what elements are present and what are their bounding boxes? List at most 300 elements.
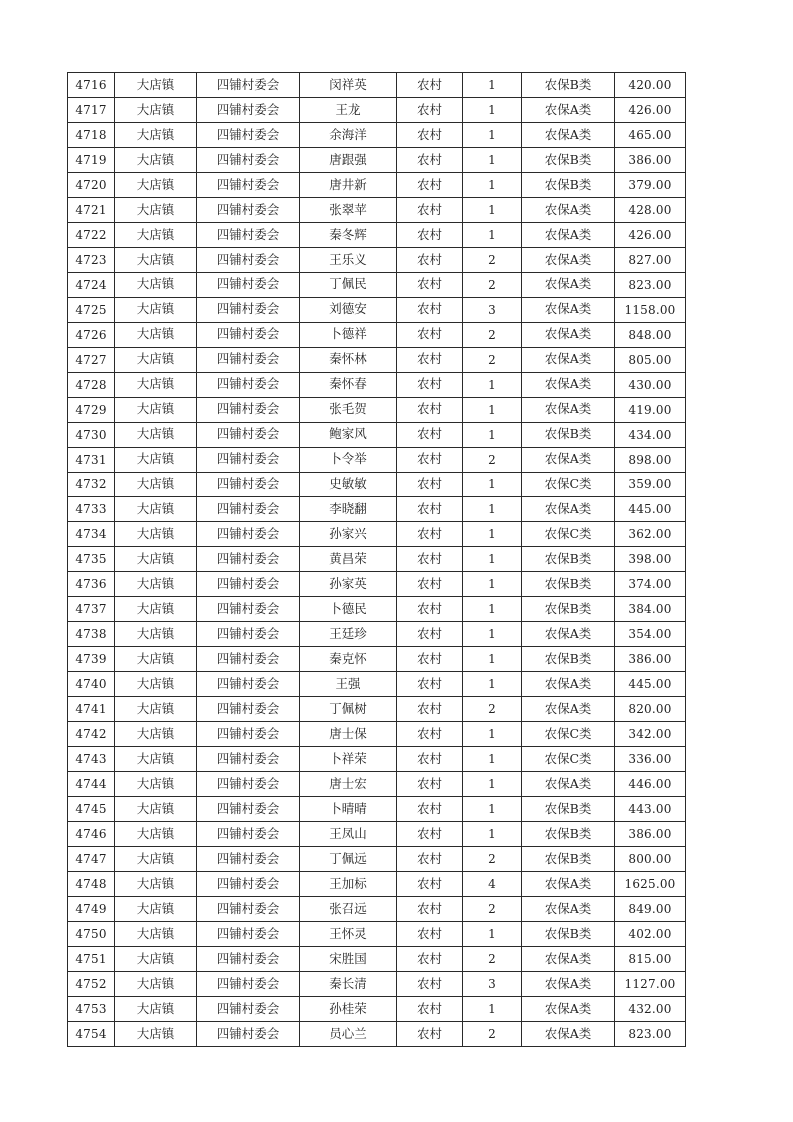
cell-category: 农保A类 [522,122,615,147]
cell-category: 农保A类 [522,622,615,647]
cell-town: 大店镇 [115,122,197,147]
cell-name: 鲍家风 [300,422,397,447]
cell-category: 农保A类 [522,996,615,1021]
cell-village: 四铺村委会 [197,272,300,297]
table-row [68,996,686,1021]
cell-name: 王怀灵 [300,921,397,946]
cell-serial: 4721 [68,197,115,222]
table-row [68,97,686,122]
cell-serial: 4739 [68,647,115,672]
cell-town: 大店镇 [115,272,197,297]
cell-village: 四铺村委会 [197,797,300,822]
cell-village: 四铺村委会 [197,247,300,272]
cell-town: 大店镇 [115,547,197,572]
cell-serial: 4754 [68,1021,115,1046]
cell-village: 四铺村委会 [197,597,300,622]
cell-town: 大店镇 [115,597,197,622]
cell-area: 农村 [397,946,463,971]
cell-area: 农村 [397,872,463,897]
cell-amount: 359.00 [615,472,686,497]
table-row [68,971,686,996]
cell-name: 王廷珍 [300,622,397,647]
cell-serial: 4736 [68,572,115,597]
cell-area: 农村 [397,597,463,622]
cell-category: 农保A类 [522,222,615,247]
cell-category: 农保B类 [522,597,615,622]
cell-category: 农保A类 [522,896,615,921]
cell-serial: 4735 [68,547,115,572]
cell-amount: 428.00 [615,197,686,222]
cell-count: 1 [463,422,522,447]
cell-serial: 4726 [68,322,115,347]
cell-name: 卜祥荣 [300,747,397,772]
cell-name: 唐井新 [300,172,397,197]
cell-amount: 446.00 [615,772,686,797]
cell-area: 农村 [397,497,463,522]
cell-amount: 336.00 [615,747,686,772]
table-row [68,472,686,497]
cell-town: 大店镇 [115,197,197,222]
cell-amount: 827.00 [615,247,686,272]
cell-village: 四铺村委会 [197,497,300,522]
cell-amount: 823.00 [615,1021,686,1046]
cell-count: 1 [463,597,522,622]
cell-name: 孙桂荣 [300,996,397,1021]
cell-serial: 4732 [68,472,115,497]
cell-amount: 465.00 [615,122,686,147]
cell-village: 四铺村委会 [197,222,300,247]
cell-area: 农村 [397,772,463,797]
cell-count: 1 [463,397,522,422]
cell-serial: 4747 [68,847,115,872]
cell-category: 农保A类 [522,971,615,996]
cell-count: 4 [463,872,522,897]
cell-area: 农村 [397,322,463,347]
cell-area: 农村 [397,797,463,822]
cell-area: 农村 [397,372,463,397]
cell-serial: 4733 [68,497,115,522]
cell-category: 农保A类 [522,272,615,297]
cell-serial: 4728 [68,372,115,397]
cell-category: 农保B类 [522,822,615,847]
cell-name: 孙家兴 [300,522,397,547]
cell-category: 农保A类 [522,447,615,472]
cell-count: 1 [463,622,522,647]
cell-category: 农保A类 [522,872,615,897]
cell-category: 农保C类 [522,472,615,497]
cell-name: 唐跟强 [300,147,397,172]
cell-town: 大店镇 [115,946,197,971]
cell-count: 3 [463,297,522,322]
cell-town: 大店镇 [115,447,197,472]
cell-town: 大店镇 [115,872,197,897]
cell-amount: 805.00 [615,347,686,372]
cell-count: 1 [463,797,522,822]
cell-count: 1 [463,197,522,222]
cell-amount: 420.00 [615,73,686,98]
cell-category: 农保A类 [522,697,615,722]
cell-name: 唐士宏 [300,772,397,797]
cell-town: 大店镇 [115,222,197,247]
cell-area: 农村 [397,172,463,197]
table-row [68,372,686,397]
table-body [68,73,686,1047]
cell-serial: 4724 [68,272,115,297]
cell-amount: 800.00 [615,847,686,872]
cell-name: 王龙 [300,97,397,122]
cell-amount: 445.00 [615,497,686,522]
cell-category: 农保B类 [522,572,615,597]
cell-name: 员心兰 [300,1021,397,1046]
cell-count: 1 [463,122,522,147]
cell-area: 农村 [397,622,463,647]
cell-town: 大店镇 [115,497,197,522]
cell-name: 丁佩民 [300,272,397,297]
cell-serial: 4753 [68,996,115,1021]
cell-village: 四铺村委会 [197,322,300,347]
cell-village: 四铺村委会 [197,197,300,222]
cell-town: 大店镇 [115,322,197,347]
table-row [68,797,686,822]
cell-amount: 445.00 [615,672,686,697]
cell-town: 大店镇 [115,572,197,597]
cell-amount: 379.00 [615,172,686,197]
cell-serial: 4719 [68,147,115,172]
cell-area: 农村 [397,347,463,372]
cell-area: 农村 [397,672,463,697]
table-row [68,447,686,472]
cell-serial: 4740 [68,672,115,697]
cell-area: 农村 [397,896,463,921]
cell-village: 四铺村委会 [197,372,300,397]
table-row [68,322,686,347]
table-row [68,73,686,98]
cell-town: 大店镇 [115,772,197,797]
cell-count: 2 [463,1021,522,1046]
cell-village: 四铺村委会 [197,697,300,722]
cell-serial: 4741 [68,697,115,722]
cell-serial: 4751 [68,946,115,971]
cell-village: 四铺村委会 [197,747,300,772]
cell-serial: 4746 [68,822,115,847]
cell-village: 四铺村委会 [197,97,300,122]
cell-count: 1 [463,222,522,247]
cell-town: 大店镇 [115,247,197,272]
cell-amount: 426.00 [615,222,686,247]
cell-amount: 1127.00 [615,971,686,996]
cell-count: 1 [463,772,522,797]
cell-area: 农村 [397,1021,463,1046]
cell-village: 四铺村委会 [197,996,300,1021]
cell-serial: 4748 [68,872,115,897]
cell-name: 秦克怀 [300,647,397,672]
cell-count: 1 [463,522,522,547]
table-row [68,197,686,222]
cell-village: 四铺村委会 [197,872,300,897]
cell-category: 农保C类 [522,722,615,747]
cell-count: 2 [463,347,522,372]
table-row [68,622,686,647]
cell-area: 农村 [397,847,463,872]
table-row [68,1021,686,1046]
cell-name: 丁佩远 [300,847,397,872]
cell-village: 四铺村委会 [197,772,300,797]
cell-category: 农保A类 [522,322,615,347]
cell-town: 大店镇 [115,372,197,397]
cell-category: 农保A类 [522,1021,615,1046]
table-row [68,397,686,422]
cell-town: 大店镇 [115,172,197,197]
cell-town: 大店镇 [115,672,197,697]
cell-serial: 4742 [68,722,115,747]
cell-serial: 4727 [68,347,115,372]
cell-town: 大店镇 [115,996,197,1021]
cell-town: 大店镇 [115,422,197,447]
table-row [68,272,686,297]
cell-town: 大店镇 [115,896,197,921]
cell-count: 1 [463,147,522,172]
cell-count: 2 [463,896,522,921]
cell-count: 2 [463,946,522,971]
cell-town: 大店镇 [115,97,197,122]
cell-village: 四铺村委会 [197,822,300,847]
cell-count: 1 [463,647,522,672]
table-row [68,122,686,147]
cell-name: 余海洋 [300,122,397,147]
cell-area: 农村 [397,822,463,847]
cell-village: 四铺村委会 [197,672,300,697]
cell-category: 农保A类 [522,347,615,372]
cell-amount: 430.00 [615,372,686,397]
cell-town: 大店镇 [115,921,197,946]
cell-town: 大店镇 [115,73,197,98]
cell-area: 农村 [397,697,463,722]
cell-count: 2 [463,447,522,472]
cell-count: 1 [463,73,522,98]
cell-town: 大店镇 [115,971,197,996]
cell-count: 2 [463,697,522,722]
cell-serial: 4730 [68,422,115,447]
cell-area: 农村 [397,572,463,597]
cell-category: 农保A类 [522,372,615,397]
cell-town: 大店镇 [115,472,197,497]
cell-serial: 4738 [68,622,115,647]
cell-town: 大店镇 [115,747,197,772]
table-row [68,647,686,672]
table-row [68,547,686,572]
cell-village: 四铺村委会 [197,422,300,447]
cell-serial: 4737 [68,597,115,622]
cell-town: 大店镇 [115,697,197,722]
cell-village: 四铺村委会 [197,547,300,572]
cell-serial: 4723 [68,247,115,272]
cell-name: 孙家英 [300,572,397,597]
table-row [68,597,686,622]
cell-category: 农保A类 [522,397,615,422]
cell-amount: 362.00 [615,522,686,547]
cell-category: 农保A类 [522,946,615,971]
cell-serial: 4720 [68,172,115,197]
cell-village: 四铺村委会 [197,122,300,147]
cell-area: 农村 [397,647,463,672]
cell-town: 大店镇 [115,397,197,422]
table-row [68,822,686,847]
cell-serial: 4734 [68,522,115,547]
table-row [68,172,686,197]
cell-area: 农村 [397,547,463,572]
cell-amount: 434.00 [615,422,686,447]
cell-name: 唐士保 [300,722,397,747]
cell-area: 农村 [397,397,463,422]
cell-village: 四铺村委会 [197,647,300,672]
cell-village: 四铺村委会 [197,297,300,322]
cell-category: 农保A类 [522,97,615,122]
cell-category: 农保C类 [522,747,615,772]
cell-serial: 4743 [68,747,115,772]
cell-name: 卜德民 [300,597,397,622]
cell-amount: 384.00 [615,597,686,622]
cell-count: 1 [463,172,522,197]
cell-amount: 432.00 [615,996,686,1021]
cell-category: 农保B类 [522,147,615,172]
cell-count: 1 [463,497,522,522]
cell-count: 1 [463,672,522,697]
cell-amount: 354.00 [615,622,686,647]
cell-amount: 342.00 [615,722,686,747]
table-row [68,347,686,372]
cell-serial: 4717 [68,97,115,122]
cell-name: 黄昌荣 [300,547,397,572]
cell-category: 农保C类 [522,522,615,547]
cell-category: 农保B类 [522,73,615,98]
cell-area: 农村 [397,422,463,447]
cell-serial: 4722 [68,222,115,247]
cell-town: 大店镇 [115,647,197,672]
cell-serial: 4749 [68,896,115,921]
cell-category: 农保B类 [522,647,615,672]
table-row [68,747,686,772]
cell-serial: 4729 [68,397,115,422]
cell-name: 张翠苹 [300,197,397,222]
cell-village: 四铺村委会 [197,572,300,597]
cell-area: 农村 [397,472,463,497]
cell-category: 农保B类 [522,422,615,447]
cell-village: 四铺村委会 [197,522,300,547]
cell-town: 大店镇 [115,347,197,372]
cell-count: 1 [463,97,522,122]
cell-name: 张毛贺 [300,397,397,422]
table-row [68,522,686,547]
cell-count: 2 [463,247,522,272]
cell-area: 农村 [397,921,463,946]
table-row [68,921,686,946]
cell-area: 农村 [397,97,463,122]
cell-town: 大店镇 [115,622,197,647]
cell-count: 1 [463,822,522,847]
cell-town: 大店镇 [115,722,197,747]
cell-name: 秦冬辉 [300,222,397,247]
cell-area: 农村 [397,747,463,772]
cell-area: 农村 [397,222,463,247]
cell-name: 宋胜国 [300,946,397,971]
cell-name: 王加标 [300,872,397,897]
cell-village: 四铺村委会 [197,946,300,971]
cell-serial: 4718 [68,122,115,147]
table-row [68,872,686,897]
cell-town: 大店镇 [115,522,197,547]
cell-category: 农保A类 [522,772,615,797]
cell-village: 四铺村委会 [197,921,300,946]
cell-count: 1 [463,547,522,572]
cell-amount: 374.00 [615,572,686,597]
table-row [68,247,686,272]
cell-name: 卜令举 [300,447,397,472]
cell-serial: 4731 [68,447,115,472]
cell-amount: 1158.00 [615,297,686,322]
cell-area: 农村 [397,522,463,547]
cell-count: 1 [463,472,522,497]
cell-village: 四铺村委会 [197,397,300,422]
table-row [68,297,686,322]
cell-serial: 4745 [68,797,115,822]
cell-amount: 820.00 [615,697,686,722]
cell-category: 农保B类 [522,172,615,197]
cell-town: 大店镇 [115,297,197,322]
cell-amount: 386.00 [615,147,686,172]
cell-area: 农村 [397,996,463,1021]
cell-town: 大店镇 [115,822,197,847]
cell-serial: 4752 [68,971,115,996]
cell-category: 农保A类 [522,247,615,272]
cell-amount: 419.00 [615,397,686,422]
table-row [68,722,686,747]
data-table [67,72,686,1047]
cell-area: 农村 [397,447,463,472]
cell-serial: 4725 [68,297,115,322]
cell-village: 四铺村委会 [197,147,300,172]
cell-count: 1 [463,747,522,772]
cell-category: 农保A类 [522,297,615,322]
cell-area: 农村 [397,147,463,172]
cell-area: 农村 [397,73,463,98]
cell-village: 四铺村委会 [197,73,300,98]
cell-village: 四铺村委会 [197,472,300,497]
cell-village: 四铺村委会 [197,1021,300,1046]
cell-count: 1 [463,572,522,597]
cell-area: 农村 [397,722,463,747]
cell-name: 秦怀林 [300,347,397,372]
cell-amount: 386.00 [615,647,686,672]
cell-name: 闵祥英 [300,73,397,98]
cell-category: 农保B类 [522,847,615,872]
cell-town: 大店镇 [115,847,197,872]
cell-amount: 848.00 [615,322,686,347]
table-row [68,222,686,247]
cell-area: 农村 [397,272,463,297]
cell-town: 大店镇 [115,147,197,172]
cell-village: 四铺村委会 [197,847,300,872]
cell-amount: 398.00 [615,547,686,572]
cell-village: 四铺村委会 [197,172,300,197]
cell-serial: 4716 [68,73,115,98]
cell-amount: 426.00 [615,97,686,122]
table-row [68,697,686,722]
cell-category: 农保A类 [522,197,615,222]
cell-name: 卜晴晴 [300,797,397,822]
cell-area: 农村 [397,971,463,996]
cell-name: 张召远 [300,896,397,921]
cell-village: 四铺村委会 [197,622,300,647]
